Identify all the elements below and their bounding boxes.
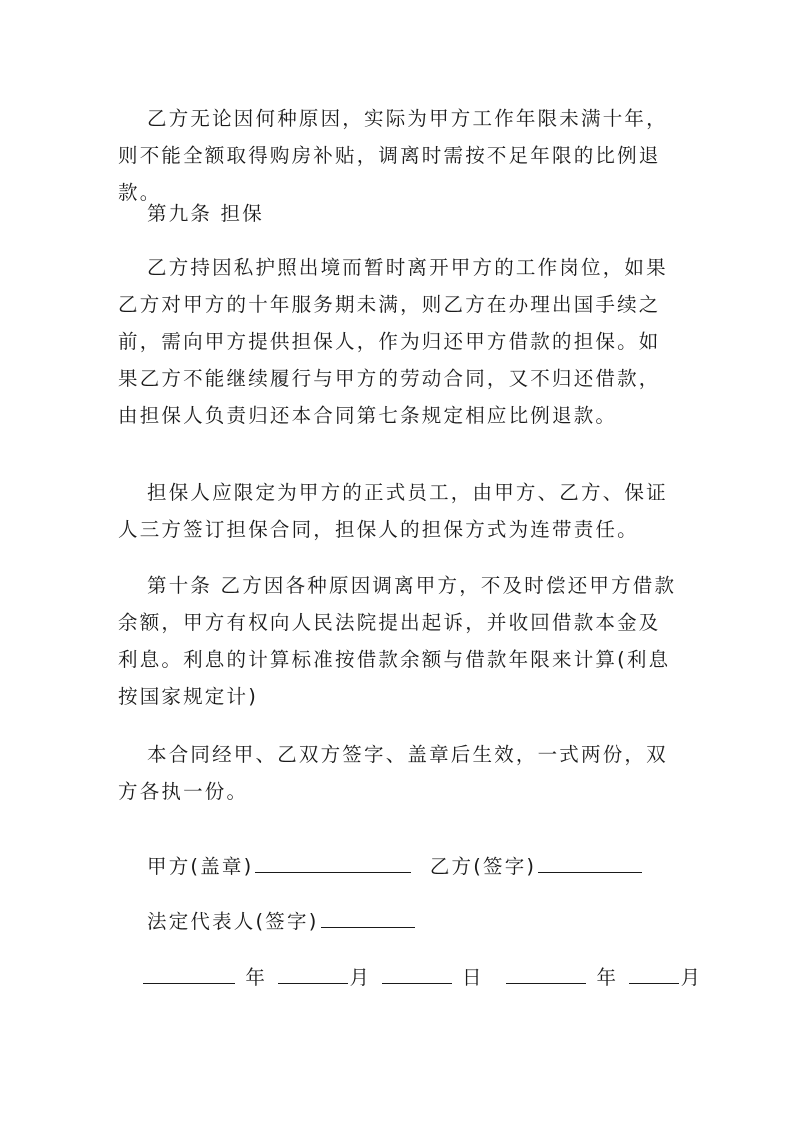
clause-paragraph-guarantee: 乙方持因私护照出境而暂时离开甲方的工作岗位，如果乙方对甲方的十年服务期未满，则乙方在办理出国手续之前，需向甲方提供担保人，作为归还甲方借款的担保。如果乙方不能继续履行与甲方的劳动合同，又不归还借款，由担保人负责归还本合同第七条规定相应比例退款。 [118,256,668,427]
clause-heading-9: 第九条 担保 [147,202,264,225]
date-b-year-label: 年 [596,966,619,989]
legal-rep-signature-blank [321,905,415,928]
date-b-month-label: 月 [680,966,703,989]
signature-line-legal-rep [147,903,417,940]
date-b-month-blank [629,961,679,984]
legal-rep-label: 法定代表人(签字) [147,910,319,933]
date-a-day-label: 日 [462,966,484,989]
party-b-label: 乙方(签字) [429,855,537,878]
signature-line-dates [141,959,702,996]
date-a-year-blank [143,961,235,984]
date-a-month-blank [278,961,348,984]
date-a-year-label: 年 [245,966,268,989]
date-a-day-blank [382,961,452,984]
clause-paragraph-refund: 乙方无论因何种原因，实际为甲方工作年限未满十年，则不能全额取得购房补贴，调离时需按不足年限的比例退款。 [118,107,668,204]
party-a-signature-blank [255,850,411,873]
party-b-signature-blank [538,850,642,873]
clause-paragraph-guarantor: 担保人应限定为甲方的正式员工，由甲方、乙方、保证人三方签订担保合同，担保人的担保方式为连带责任。 [118,481,668,541]
date-a-month-label: 月 [349,966,372,989]
signature-line-parties [147,848,644,885]
party-a-label: 甲方(盖章) [147,855,254,878]
clause-paragraph-10: 第十条 乙方因各种原因调离甲方，不及时偿还甲方借款余额，甲方有权向人民法院提出起诉，并收回借款本金及利息。利息的计算标准按借款余额与借款年限来计算(利息按国家规定计) [118,574,677,708]
clause-paragraph-effective: 本合同经甲、乙双方签字、盖章后生效，一式两份，双方各执一份。 [118,743,668,803]
date-b-year-blank [506,961,586,984]
